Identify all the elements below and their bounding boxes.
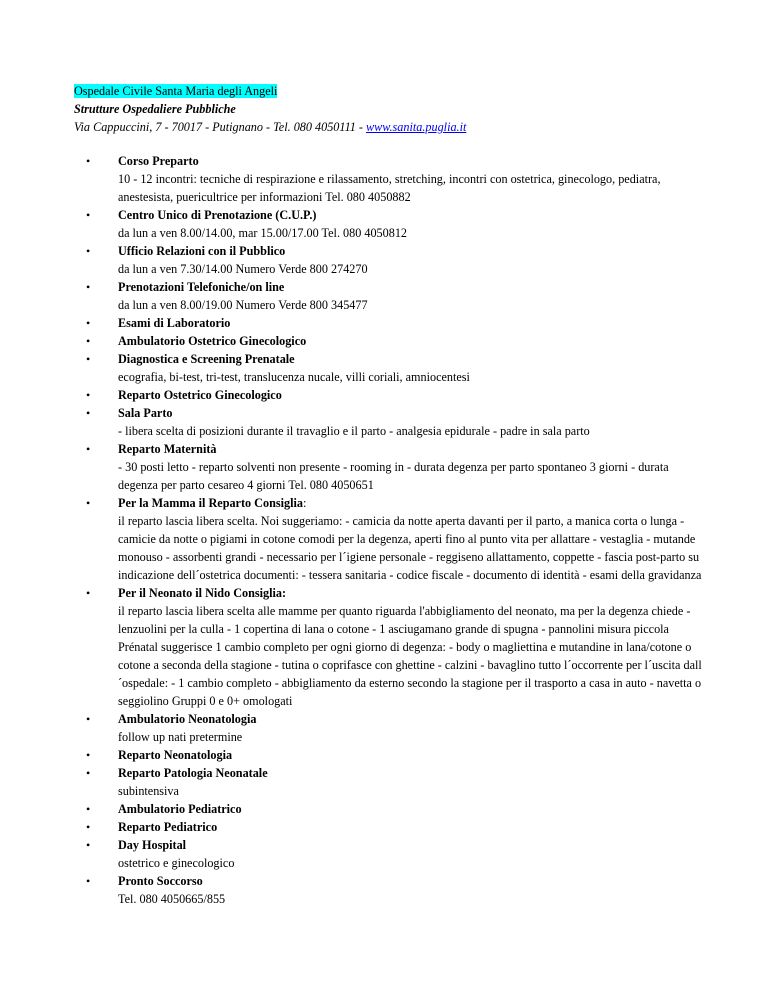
service-title-suffix: : xyxy=(302,496,307,510)
service-title xyxy=(118,152,704,170)
service-title-text: Reparto Maternità xyxy=(118,442,217,456)
service-description: il reparto lascia libera scelta. Noi suggeriamo: - camicia da notte aperta davanti per il parto, a manica corta o lunga - camicie da notte o pigiami in cotone comodi per la degenza, aperti fino al punto vita per allattare - vestaglia - mutande monouso - assorbenti grandi - necessario per l´igiene personale - reggiseno allattamento, coppette - fascia post-parto su indicazione dell´ostetrica documenti: - tessera sanitaria - codice fiscale - documento di identità - esami della gravidanza xyxy=(118,514,702,582)
service-description: Tel. 080 4050665/855 xyxy=(118,892,226,906)
service-title xyxy=(118,764,704,782)
service-title-text: Ambulatorio Pediatrico xyxy=(118,802,242,816)
service-title-text: Corso Preparto xyxy=(118,154,199,168)
service-description: - 30 posti letto - reparto solventi non presente - rooming in - durata degenza per parto spontaneo 3 giorni - durata degenza per parto cesareo 4 giorni Tel. 080 4050651 xyxy=(118,460,669,492)
service-description: - libera scelta di posizioni durante il travaglio e il parto - analgesia epidurale - padre in sala parto xyxy=(118,424,590,438)
service-title-text: Ufficio Relazioni con il Pubblico xyxy=(118,244,286,258)
service-title-text: Pronto Soccorso xyxy=(118,874,203,888)
service-title xyxy=(118,386,704,404)
address-text: Via Cappuccini, 7 - 70017 - Putignano - Tel. 080 4050111 - xyxy=(74,120,367,134)
service-description: il reparto lascia libera scelta alle mamme per quanto riguarda l'abbigliamento del neonato, ma per la degenza chiede - lenzuolini per la culla - 1 copertina di lana o cotone - 1 asciugamano grande di spugna - pannolini misura piccola Prénatal suggerisce 1 cambio completo per ogni giorno di degenza: - body o magliettina e mutandine in lana/cotone o cotone a seconda della stagione - tutina o coprifasce con ghettine - calzini - bavaglino tutto l´occorrente per l´uscita dall´ospedale: - 1 cambio completo - abbigliamento da esterno secondo la stagione per il trasporto a casa in auto - navetta o seggiolino Gruppi 0 e 0+ omologati xyxy=(118,604,702,708)
list-item xyxy=(118,350,704,386)
list-item xyxy=(118,242,704,278)
service-title-text: Diagnostica e Screening Prenatale xyxy=(118,352,295,366)
service-title-text: Per il Neonato il Nido Consiglia: xyxy=(118,586,287,600)
subtitle: Strutture Ospedaliere Pubbliche xyxy=(74,102,236,116)
list-item xyxy=(118,746,704,764)
list-item xyxy=(118,386,704,404)
service-description: subintensiva xyxy=(118,784,179,798)
service-title xyxy=(118,440,704,458)
service-title xyxy=(118,314,704,332)
service-title-text: Reparto Pediatrico xyxy=(118,820,218,834)
list-item xyxy=(118,584,704,710)
service-title xyxy=(118,242,704,260)
service-title-text: Day Hospital xyxy=(118,838,187,852)
list-item xyxy=(118,818,704,836)
service-title xyxy=(118,872,704,890)
service-title xyxy=(118,800,704,818)
list-item xyxy=(118,206,704,242)
service-title-text: Reparto Patologia Neonatale xyxy=(118,766,268,780)
service-description: da lun a ven 8.00/19.00 Numero Verde 800 345477 xyxy=(118,298,368,312)
list-item xyxy=(118,440,704,494)
list-item xyxy=(118,152,704,206)
service-title xyxy=(118,404,704,422)
service-title xyxy=(118,278,704,296)
list-item xyxy=(118,494,704,584)
hospital-name-line xyxy=(74,82,704,100)
service-title-text: Reparto Neonatologia xyxy=(118,748,233,762)
list-item xyxy=(118,800,704,818)
list-item xyxy=(118,314,704,332)
service-description: da lun a ven 8.00/14.00, mar 15.00/17.00 Tel. 080 4050812 xyxy=(118,226,408,240)
website-link[interactable]: www.sanita.puglia.it xyxy=(366,120,467,134)
list-item xyxy=(118,764,704,800)
service-title xyxy=(118,836,704,854)
list-item xyxy=(118,332,704,350)
service-title-text: Esami di Laboratorio xyxy=(118,316,231,330)
service-title-text: Centro Unico di Prenotazione (C.U.P.) xyxy=(118,208,317,222)
list-item xyxy=(118,710,704,746)
service-title xyxy=(118,710,704,728)
service-description: ecografia, bi-test, tri-test, translucenza nucale, villi coriali, amniocentesi xyxy=(118,370,470,384)
service-title xyxy=(118,746,704,764)
service-title xyxy=(118,332,704,350)
address-line xyxy=(74,118,704,136)
service-title-text: Ambulatorio Neonatologia xyxy=(118,712,257,726)
service-title xyxy=(118,818,704,836)
service-title-text: Reparto Ostetrico Ginecologico xyxy=(118,388,282,402)
list-item xyxy=(118,404,704,440)
list-item xyxy=(118,872,704,908)
hospital-name: Ospedale Civile Santa Maria degli Angeli xyxy=(74,84,278,98)
service-title xyxy=(118,206,704,224)
service-title-text: Sala Parto xyxy=(118,406,173,420)
service-description: ostetrico e ginecologico xyxy=(118,856,235,870)
service-description: 10 - 12 incontri: tecniche di respirazione e rilassamento, stretching, incontri con ostetrica, ginecologo, pediatra, anestesista, puericultrice per informazioni Tel. 080 4050882 xyxy=(118,172,661,204)
list-item xyxy=(118,278,704,314)
service-description: da lun a ven 7.30/14.00 Numero Verde 800 274270 xyxy=(118,262,368,276)
service-title-text: Per la Mamma il Reparto Consiglia xyxy=(118,496,303,510)
service-description: follow up nati pretermine xyxy=(118,730,243,744)
service-title xyxy=(118,584,704,602)
service-title xyxy=(118,350,704,368)
document-page xyxy=(74,82,704,908)
services-list xyxy=(74,152,704,908)
service-title-text: Ambulatorio Ostetrico Ginecologico xyxy=(118,334,307,348)
list-item xyxy=(118,836,704,872)
service-title-text: Prenotazioni Telefoniche/on line xyxy=(118,280,285,294)
service-title xyxy=(118,494,704,512)
